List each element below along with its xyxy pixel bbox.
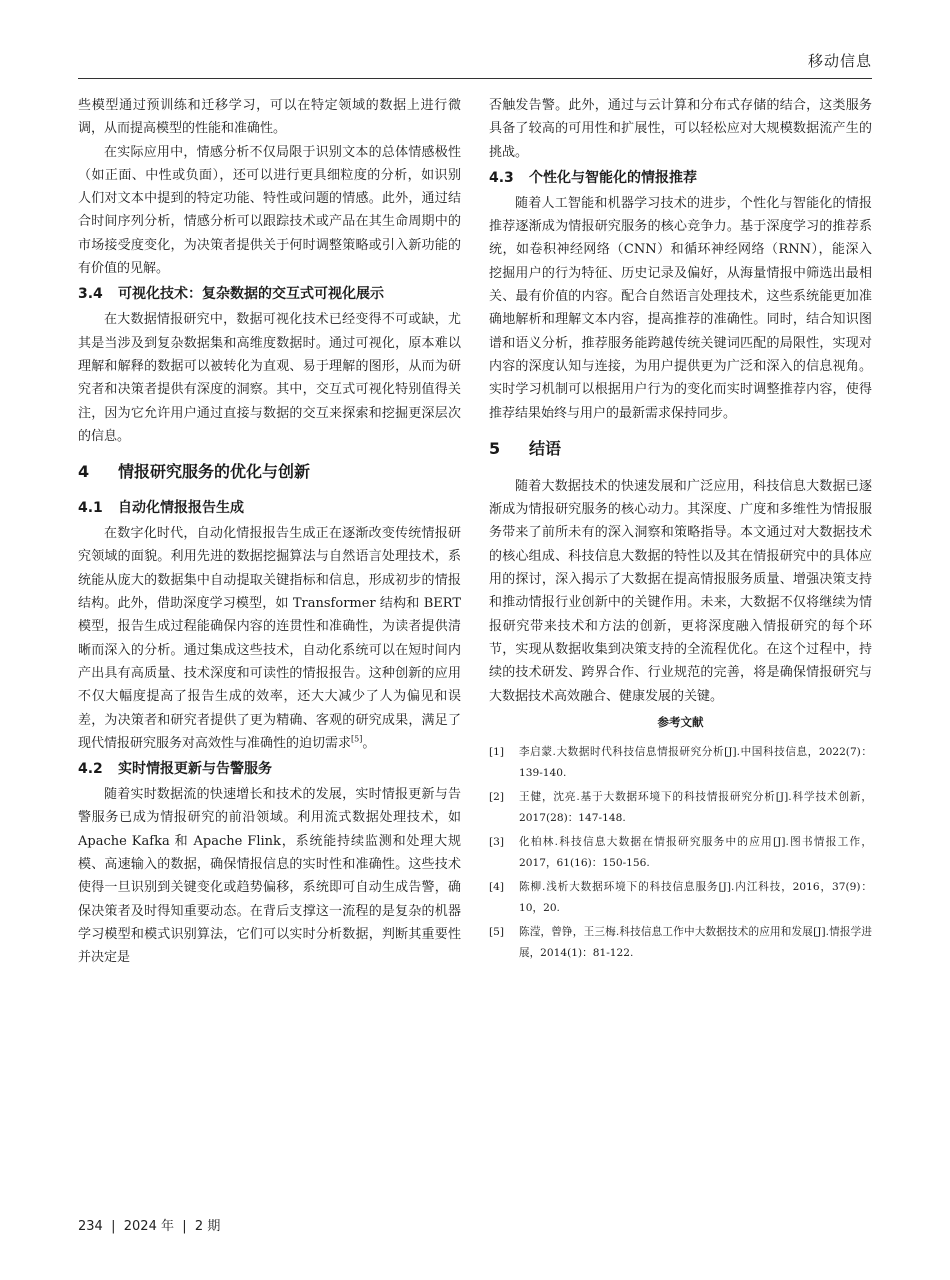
paragraph: 随着人工智能和机器学习技术的进步，个性化与智能化的情报推荐逐渐成为情报研究服务的核心竞争力。基于深度学习的推荐系统，如卷积神经网络（CNN）和循环神经网络（RNN），能深入挖掘用户的行为特征、历史记录及偏好，从海量情报中筛选出最相关、最有价值的内容。配合自然语言处理技术，这些系统能更加准确地解析和理解文本内容，提高推荐的准确性。同时，结合知识图谱和语义分析，推荐服务能跨越传统关键词匹配的局限性，实现对内容的深度认知与连接，为用户提供更为广泛和深入的信息视角。实时学习机制可以根据用户行为的变化而实时调整推荐内容，使得推荐结果始终与用户的最新需求保持同步。 xyxy=(489,195,872,421)
reference-item xyxy=(489,877,872,919)
section-title: 实时情报更新与告警服务 xyxy=(118,761,272,778)
reference-number: [5] xyxy=(489,925,505,938)
reference-number: [2] xyxy=(489,790,505,803)
reference-item xyxy=(489,742,872,784)
issue-number: 2 期 xyxy=(194,1219,221,1234)
section-number: 4 xyxy=(78,462,90,482)
right-column xyxy=(489,94,872,967)
journal-name: 移动信息 xyxy=(807,52,872,70)
section-title: 个性化与智能化的情报推荐 xyxy=(529,169,697,186)
reference-item xyxy=(489,832,872,874)
references-title: 参考文献 xyxy=(657,714,704,729)
reference-text: 王健，沈亮.基于大数据环境下的科技情报研究分析[J].科学技术创新，2017(28)：147-148. xyxy=(519,790,872,824)
section-title: 自动化情报报告生成 xyxy=(118,500,244,517)
page-header xyxy=(78,48,872,79)
section-title: 结语 xyxy=(529,438,562,458)
reference-item xyxy=(489,922,872,964)
issue-year: 2024 年 xyxy=(123,1219,174,1234)
reference-number: [4] xyxy=(489,880,505,893)
reference-text: 陈滢，曾铮，王三梅.科技信息工作中大数据技术的应用和发展[J].情报学进展，2014(1)：81-122. xyxy=(519,925,872,959)
section-heading-5 xyxy=(489,437,872,461)
reference-number: [1] xyxy=(489,745,505,758)
section-heading-4 xyxy=(78,460,461,484)
paragraph: 在大数据情报研究中，数据可视化技术已经变得不可或缺，尤其是当涉及到复杂数据集和高维度数据时。通过可视化，原本难以理解和解释的数据可以被转化为直观、易于理解的图形，从而为研究者和决策者提供有深度的洞察。其中，交互式可视化特别值得关注，因为它允许用户通过直接与数据的交互来探索和挖掘更深层次的信息。 xyxy=(78,312,461,444)
paragraph: 在实际应用中，情感分析不仅局限于识别文本的总体情感极性（如正面、中性或负面），还可以进行更具细粒度的分析，如识别人们对文本中提到的特定功能、特性或问题的情感。此外，通过结合时间序列分析，情感分析可以跟踪技术或产品在其生命周期中的市场接受度变化，为决策者提供关于何时调整策略或引入新功能的有价值的见解。 xyxy=(78,144,461,277)
section-heading-4-1 xyxy=(78,498,461,518)
paragraph: 否触发告警。此外，通过与云计算和分布式存储的结合，这类服务具备了较高的可用性和扩展性，可以轻松应对大规模数据流产生的挑战。 xyxy=(489,98,872,160)
page-footer xyxy=(78,1215,220,1234)
paragraph: 随着大数据技术的快速发展和广泛应用，科技信息大数据已逐渐成为情报研究服务的核心动力。其深度、广度和多维性为情报服务带来了前所未有的深入洞察和策略指导。本文通过对大数据技术的核心组成、科技信息大数据的特性以及其在情报研究中的具体应用的探讨，深入揭示了大数据在提高情报服务质量、增强决策支持和推动情报行业创新中的关键作用。未来，大数据不仅将继续为情报研究带来技术和方法的创新，更将深度融入情报研究的每个环节，实现从数据收集到决策支持的全流程优化。在这个过程中，持续的技术研发、跨界合作、行业规范的完善，将是确保情报研究与大数据技术高效融合、健康发展的关键。 xyxy=(489,478,872,704)
section-number: 4.2 xyxy=(78,761,103,778)
references-list xyxy=(489,742,872,964)
section-number: 4.3 xyxy=(489,169,514,186)
reference-item xyxy=(489,787,872,829)
left-column xyxy=(78,94,461,970)
reference-text: 李启蒙.大数据时代科技信息情报研究分析[J].中国科技信息，2022(7)：139-140. xyxy=(519,745,872,779)
section-heading-4-2 xyxy=(78,759,461,779)
page-number: 234 xyxy=(78,1219,103,1234)
paragraph xyxy=(78,522,461,755)
reference-number: [3] xyxy=(489,835,505,848)
section-number: 4.1 xyxy=(78,500,103,517)
footer-separator: | xyxy=(178,1219,191,1234)
section-title: 可视化技术：复杂数据的交互式可视化展示 xyxy=(118,286,384,303)
paragraph-end: 。 xyxy=(362,735,376,751)
section-title: 情报研究服务的优化与创新 xyxy=(118,462,311,482)
section-heading-4-3 xyxy=(489,168,872,188)
footer-separator: | xyxy=(106,1219,120,1234)
paragraph: 随着实时数据流的快速增长和技术的发展，实时情报更新与告警服务已成为情报研究的前沿领域。利用流式数据处理技术，如 Apache Kafka 和 Apache Flink，系统能持续监测和处理大规模、高速输入的数据，确保情报信息的实时性和准确性。这些技术使得一旦识别到关键变化或趋势偏移，系统即可自动生成告警，确保决策者及时得知重要动态。在背后支撑这一流程的是复杂的机器学习模型和模式识别算法，它们可以实时分析数据，判断其重要性并决定是 xyxy=(78,787,461,966)
section-heading-3-4 xyxy=(78,284,461,304)
paragraph-text: 在数字化时代，自动化情报报告生成正在逐渐改变传统情报研究领域的面貌。利用先进的数据挖掘算法与自然语言处理技术，系统能从庞大的数据集中自动提取关键指标和信息，形成初步的情报结构。此外，借助深度学习模型，如 Transformer 结构和 BERT 模型，报告生成过程能确保内容的连贯性和准确性，为读者提供清晰而深入的分析。通过集成这些技术，自动化系统可以在短时间内产出具有高质量、技术深度和可读性的情报报告。这种创新的应用不仅大幅度提高了报告生成的效率，还大大减少了人为偏见和误差，为决策者和研究者提供了更为精确、客观的研究成果，满足了现代情报研究服务对高效性与准确性的迫切需求 xyxy=(78,526,461,751)
paragraph: 些模型通过预训练和迁移学习，可以在特定领域的数据上进行微调，从而提高模型的性能和准确性。 xyxy=(78,98,461,137)
section-number: 5 xyxy=(489,438,501,458)
section-number: 3.4 xyxy=(78,286,103,303)
reference-text: 化柏林.科技信息大数据在情报研究服务中的应用[J].图书情报工作，2017，61(16)：150-156. xyxy=(519,835,872,869)
citation: [5] xyxy=(351,734,363,744)
reference-text: 陈柳.浅析大数据环境下的科技信息服务[J].内江科技，2016，37(9)：10，20. xyxy=(519,880,872,914)
